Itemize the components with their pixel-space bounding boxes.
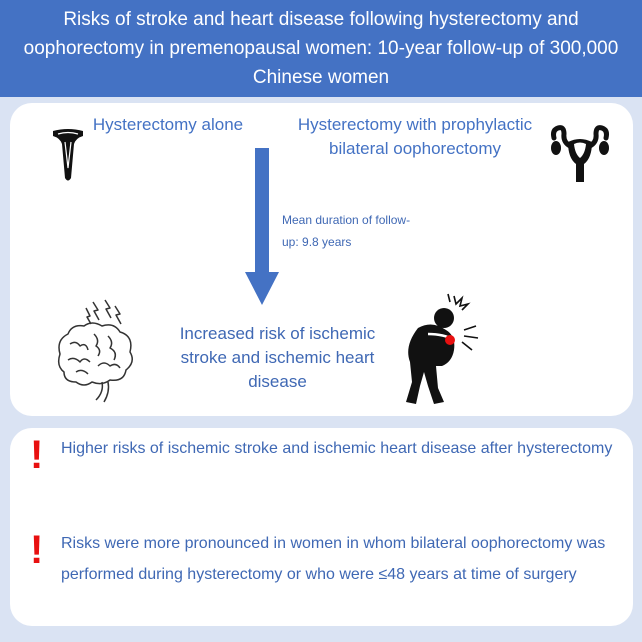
follow-up-duration: Mean duration of follow-up: 9.8 years [282,213,411,249]
uterus-cervix-icon [50,128,86,184]
down-arrow-icon [245,148,279,306]
outcome-summary: Increased risk of ischemic stroke and ischemic heart disease [179,324,376,391]
finding-text: Risks were more pronounced in women in whom bilateral oophorectomy was performed during hysterectomy or who were ≤48 years at time of surgery [61,535,606,583]
chest-pain-person-icon [398,290,482,408]
procedure-label-hysterectomy: Hysterectomy alone [92,115,244,134]
alert-exclamation-icon: ! [30,528,44,572]
uterus-ovaries-icon [548,124,612,186]
procedure-label-oophorectomy: Hysterectomy with prophylactic bilateral oophorectomy [297,115,533,158]
brain-stroke-icon [50,298,140,404]
page-title: Risks of stroke and heart disease following hysterectomy and oophorectomy in premenopausal women: 10-year follow-up of 300,000 Chinese women [23,9,619,88]
header-banner [0,0,642,97]
alert-exclamation-icon: ! [30,433,44,477]
finding-text: Higher risks of ischemic stroke and ischemic heart disease after hysterectomy [61,440,613,457]
